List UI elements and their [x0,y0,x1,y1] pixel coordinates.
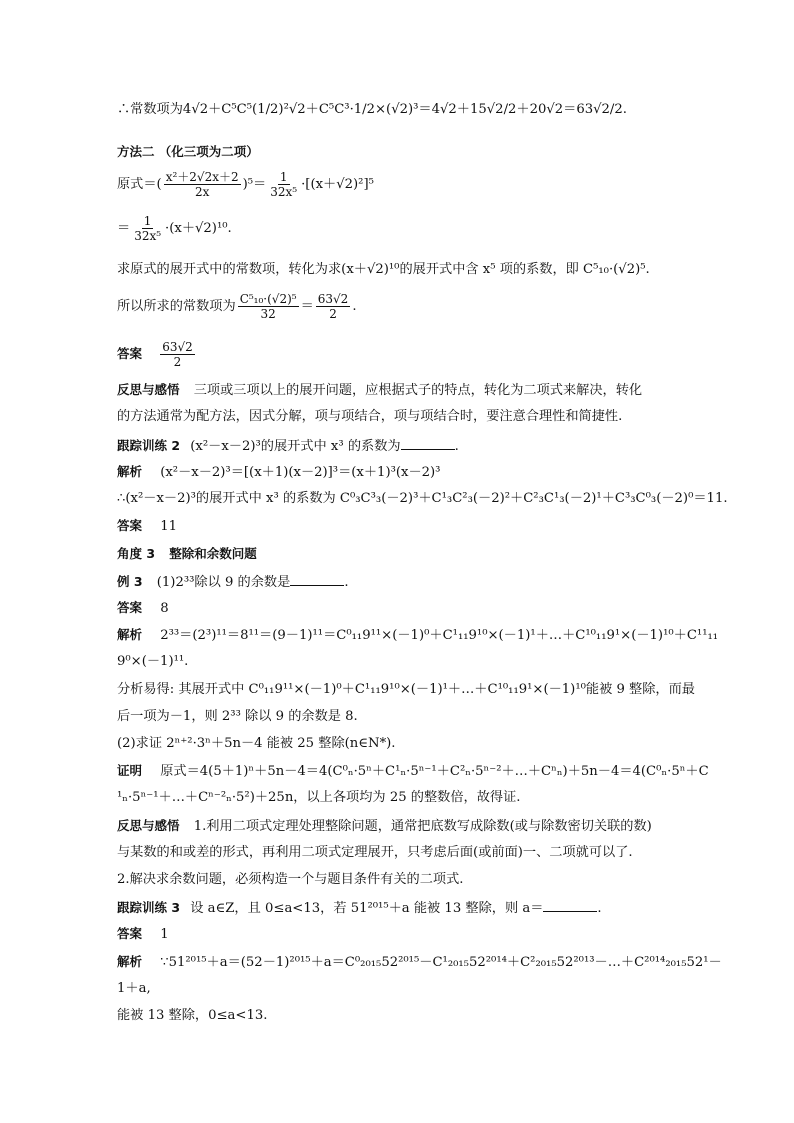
fraction-numerator: 63√2 [162,340,193,354]
reflection-line-5: 2.解决求余数问题，必须构造一个与题目条件有关的二项式. [117,872,464,887]
exercise-label: 跟踪训练 3 [117,900,181,915]
angle-title: 整除和余数问题 [169,546,257,561]
example-label: 例 3 [117,574,143,589]
expr-prefix: ＝ [117,221,131,236]
answer-line-4 [117,925,169,944]
simplified-expression-line [117,214,232,243]
answer-line-2 [117,517,177,536]
fraction-denominator: 32 [260,307,276,321]
exercise-text: (x²－x－2)³的展开式中 x³ 的系数为 [190,439,401,454]
divisibility-explanation-2: 后一项为－1，则 2³³ 除以 9 的余数是 8. [117,709,358,724]
reflection-line-2: 的方法通常为配方法，因式分解，项与项结合，项与项结合时，要注意合理性和简捷性. [117,409,623,424]
proof-label: 证明 [117,763,143,778]
answer-label: 答案 [117,600,143,615]
analysis-line-3 [117,953,722,972]
proof-statement: (2)求证 2ⁿ⁺²·3ⁿ＋5n－4 能被 25 整除(n∈N*). [117,736,396,751]
reflection-text: 三项或三项以上的展开问题，应根据式子的特点，转化为二项式来解决，转化 [193,383,643,398]
analysis-line-2 [117,626,718,645]
reflection-text: 1.利用二项式定理处理整除问题，通常把底数写成除数(或与除数密切关联的数) [193,819,652,834]
example-text: (1)2³³除以 9 的余数是 [156,575,291,590]
method-two-heading [117,143,259,162]
analysis-label: 解析 [117,627,143,642]
fraction-denominator: 2 [329,307,337,321]
exercise-text: 设 a∈Z，且 0≤a<13，若 51²⁰¹⁵＋a 能被 13 整除，则 a＝ [190,901,544,916]
answer-blank [543,898,597,912]
result-prefix: 所以所求的常数项为 [117,299,236,314]
fraction-numerator: 1 [143,214,152,228]
fraction [132,214,163,243]
transform-explanation: 求原式的展开式中的常数项，转化为求(x＋√2)¹⁰的展开式中含 x⁵ 项的系数，即 C⁵₁₀·(√2)⁵. [117,262,650,277]
period: . [352,299,357,314]
answer-value: 1 [160,927,169,942]
angle-3-heading [117,545,257,564]
answer-line-3 [117,599,169,618]
answer-line-1 [117,340,197,369]
fraction-denominator: 2 [173,355,182,369]
fraction [164,170,241,199]
period: . [344,575,349,590]
fraction [238,292,299,321]
conclusion-line: 能被 13 整除，0≤a<13. [117,1008,268,1023]
answer-blank [290,572,344,586]
period: . [454,439,459,454]
analysis-text: (x²－x－2)³＝[(x＋1)(x－2)]³＝(x＋1)³(x－2)³ [160,465,441,480]
answer-label: 答案 [117,518,143,533]
analysis-label: 解析 [117,954,143,969]
proof-line-1 [117,762,709,781]
exercise-label: 跟踪训练 2 [117,438,181,453]
fraction-denominator: 32x⁵ [270,185,298,199]
proof-text: 原式＝4(5＋1)ⁿ＋5n－4＝4(C⁰ₙ·5ⁿ＋C¹ₙ·5ⁿ⁻¹＋C²ₙ·5ⁿ⁻²＋…＋Cⁿₙ)＋5n－4＝4(C⁰ₙ·5ⁿ＋C [160,764,709,779]
fraction [316,292,351,321]
exercise-2-line [117,436,459,456]
answer-value: 8 [160,601,169,616]
fraction-denominator: 32x⁵ [134,229,162,243]
analysis-label: 解析 [117,464,143,479]
reflection-line-1 [117,381,642,400]
expr-suffix: ·[(x＋√2)²]⁵ [301,177,374,192]
expr-prefix: 原式＝( [117,177,162,192]
equals-sign: ＝ [300,299,314,314]
period: . [597,901,602,916]
analysis-continuation: 9⁰×(－1)¹¹. [117,654,189,669]
reflection-label: 反思与感悟 [117,818,180,833]
expr-mid: )⁵＝ [242,177,267,192]
fraction-numerator: C⁵₁₀·(√2)⁵ [239,292,297,306]
answer-label: 答案 [117,926,143,941]
analysis-line-1 [117,463,440,482]
proof-line-2: ¹ₙ·5ⁿ⁻¹＋…＋Cⁿ⁻²ₙ·5²)＋25n，以上各项均为 25 的整数倍，故得证. [117,790,521,805]
answer-label: 答案 [117,346,143,361]
example-3-line [117,572,349,592]
exercise-3-line [117,898,602,918]
method-desc: （化三项为二项） [158,144,259,159]
method-label: 方法二 [117,144,155,159]
analysis-text: ∵51²⁰¹⁵＋a＝(52－1)²⁰¹⁵＋a＝C⁰₂₀₁₅52²⁰¹⁵－C¹₂₀₁₅52²⁰¹⁴＋C²₂₀₁₅52²⁰¹³－…＋C²⁰¹⁴₂₀₁₅52¹－ [160,955,722,970]
divisibility-explanation-1: 分析易得: 其展开式中 C⁰₁₁9¹¹×(－1)⁰＋C¹₁₁9¹⁰×(－1)¹＋…＋C¹⁰₁₁9¹×(－1)¹⁰能被 9 整除，而最 [117,682,695,697]
analysis-text: 2³³＝(2³)¹¹＝8¹¹＝(9－1)¹¹＝C⁰₁₁9¹¹×(－1)⁰＋C¹₁₁9¹⁰×(－1)¹＋…＋C¹⁰₁₁9¹×(－1)¹⁰＋C¹¹₁₁ [160,628,719,643]
fraction-numerator: 1 [279,170,288,184]
constant-term-result-line [117,292,357,321]
fraction-numerator: x²＋2√2x＋2 [165,170,239,184]
reflection-line-3 [117,817,652,836]
original-expression-line [117,170,374,199]
answer-blank [401,436,455,450]
coefficient-line: ∴(x²－x－2)³的展开式中 x³ 的系数为 C⁰₃C³₃(－2)³＋C¹₃C²₃(－2)²＋C²₃C¹₃(－2)¹＋C³₃C⁰₃(－2)⁰＝11. [117,491,728,506]
fraction-denominator: 2x [194,185,210,199]
fraction [268,170,299,199]
reflection-label: 反思与感悟 [117,382,180,397]
angle-label: 角度 3 [117,546,156,561]
expr-suffix: ·(x＋√2)¹⁰. [165,221,232,236]
reflection-line-4: 与某数的和或差的形式，再利用二项式定理展开，只考虑后面(或前面)一、二项就可以了. [117,845,633,860]
analysis-continuation: 1＋a, [117,981,151,996]
constant-term-line: ∴常数项为4√2＋C⁵C⁵(1/2)²√2＋C⁵C³·1/2×(√2)³＝4√2＋15√2/2＋20√2＝63√2/2. [117,102,627,117]
answer-value: 11 [160,519,177,534]
fraction [160,340,195,369]
fraction-numerator: 63√2 [317,292,349,306]
